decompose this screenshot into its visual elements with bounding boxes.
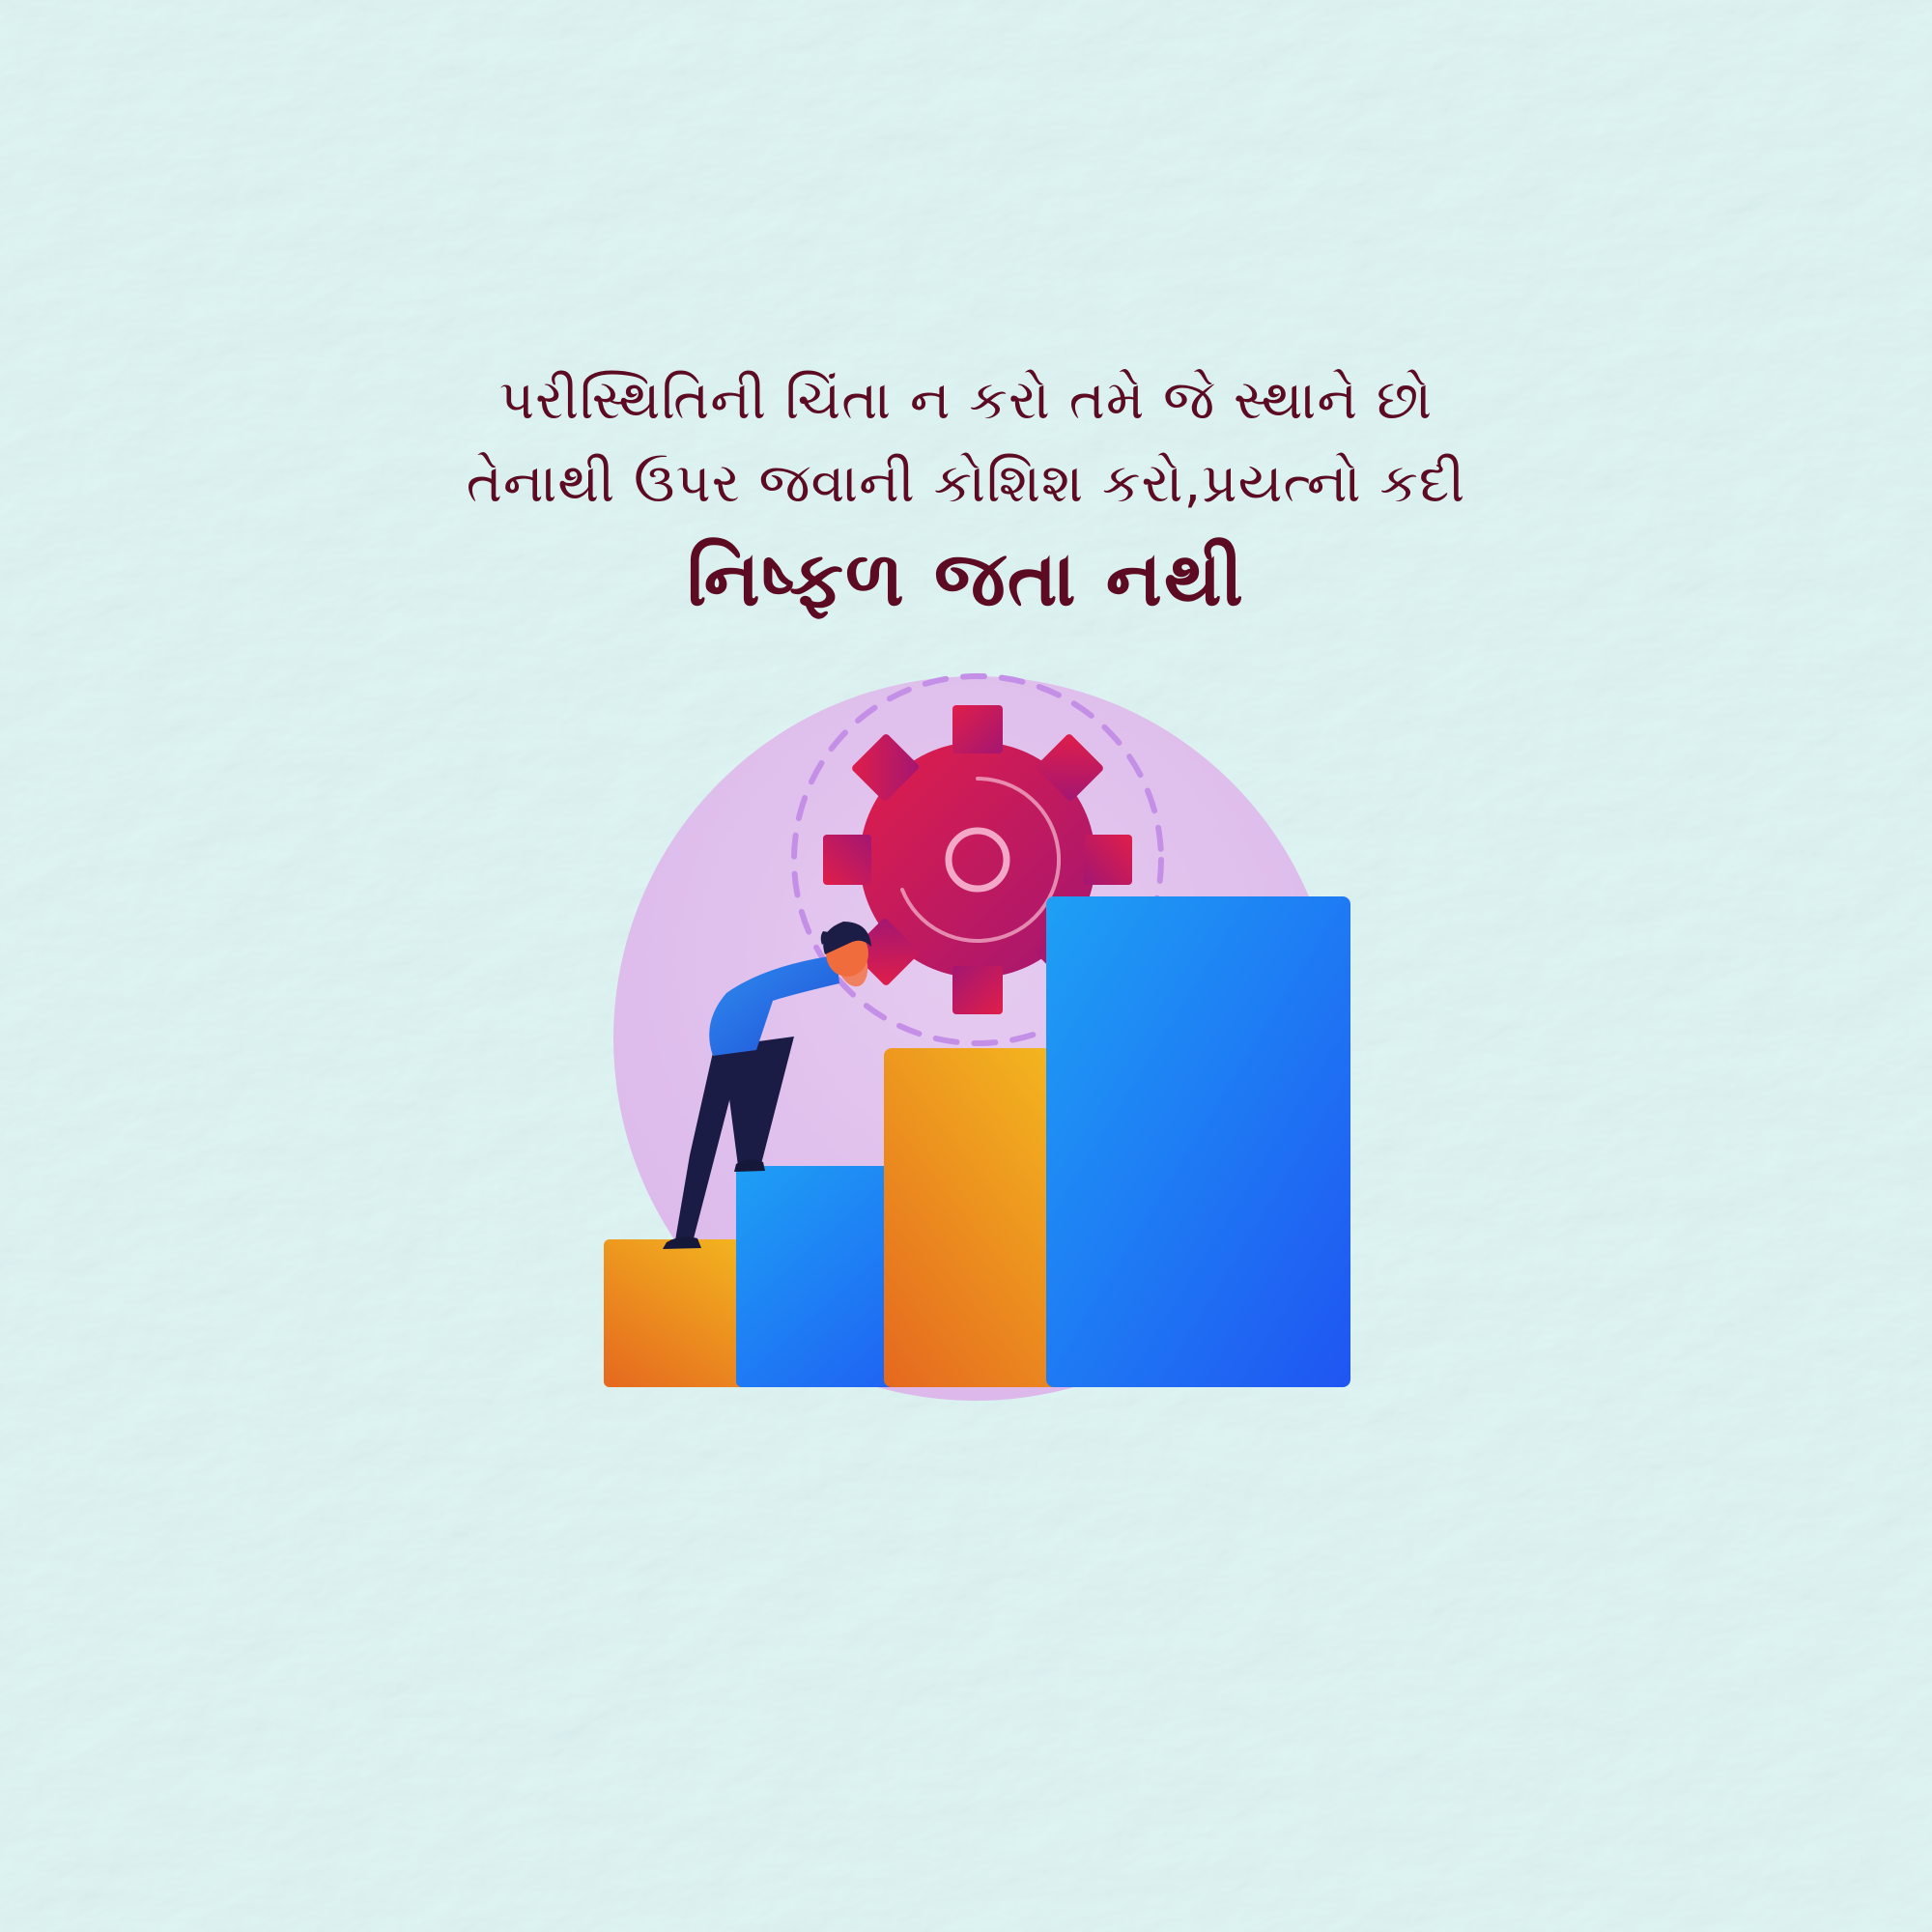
bar-step-4 bbox=[1046, 896, 1350, 1387]
quote-line-3-emphasis: નિષ્ફળ જતા નથી bbox=[687, 536, 1245, 623]
quote-line-2: તેનાથી ઉપર જવાની કોશિશ કરો,પ્રયત્નો કદી bbox=[466, 452, 1466, 515]
quote-line-1: પરીસ્થિતિની ચિંતા ન કરો તમે જે સ્થાને છો bbox=[498, 369, 1434, 432]
